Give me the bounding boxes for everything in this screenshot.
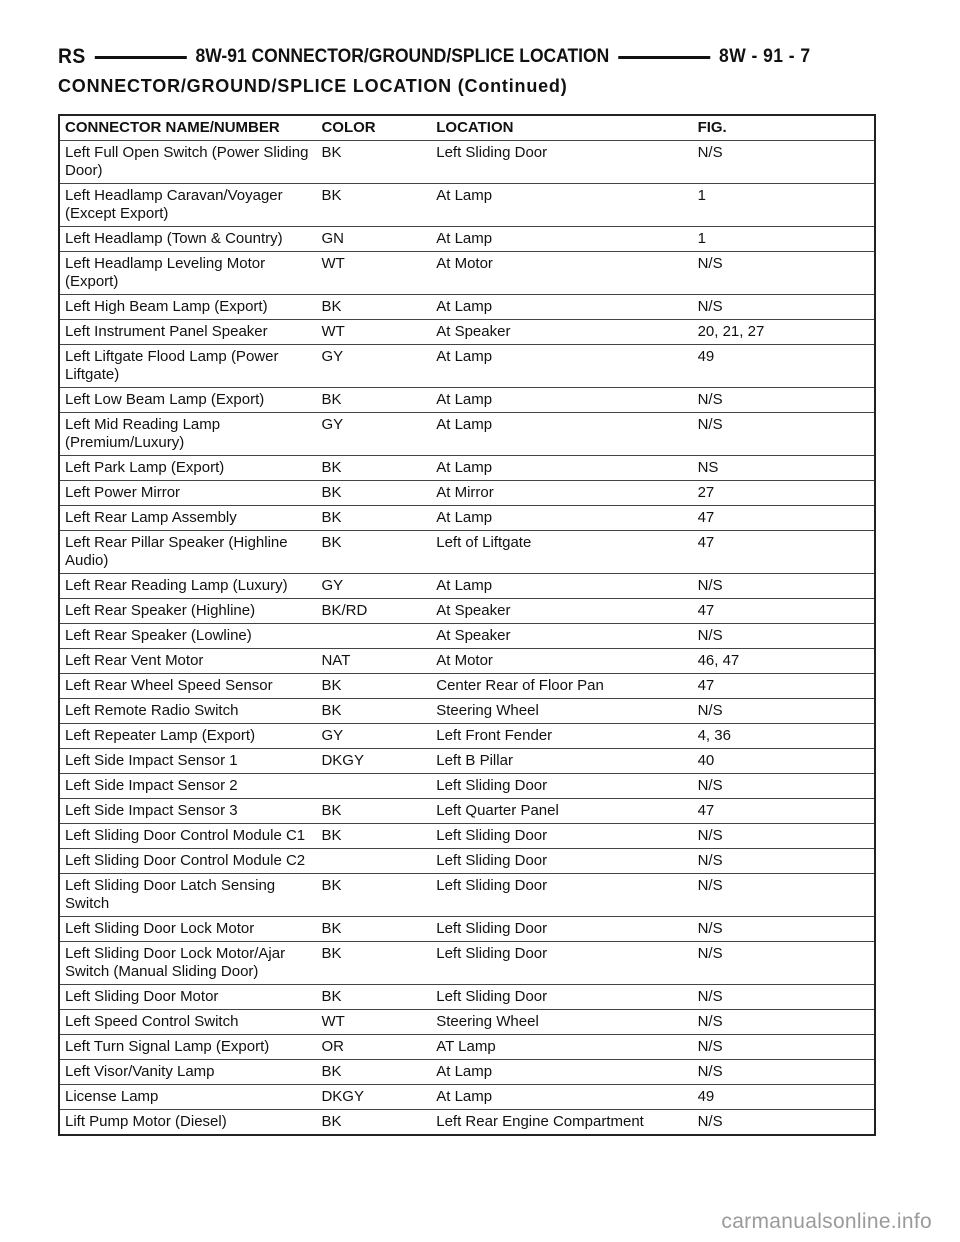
cell-fig: N/S <box>693 849 875 874</box>
section-title: CONNECTOR/GROUND/SPLICE LOCATION (Continued) <box>58 76 568 96</box>
cell-location: At Lamp <box>431 1060 692 1085</box>
cell-connector-name: Left Side Impact Sensor 1 <box>59 749 316 774</box>
cell-location: At Motor <box>431 252 692 295</box>
table-row <box>59 531 875 574</box>
cell-fig: N/S <box>693 942 875 985</box>
cell-color: GY <box>316 345 431 388</box>
page-header <box>58 44 811 70</box>
cell-fig: 40 <box>693 749 875 774</box>
cell-location: AT Lamp <box>431 1035 692 1060</box>
cell-color: BK <box>316 799 431 824</box>
cell-fig: 27 <box>693 481 875 506</box>
cell-color: BK <box>316 699 431 724</box>
cell-fig: N/S <box>693 824 875 849</box>
cell-connector-name: Left Visor/Vanity Lamp <box>59 1060 316 1085</box>
cell-location: Left Sliding Door <box>431 985 692 1010</box>
cell-color: DKGY <box>316 1085 431 1110</box>
table-row <box>59 917 875 942</box>
cell-location: At Lamp <box>431 345 692 388</box>
cell-color: BK <box>316 942 431 985</box>
cell-connector-name: Left Sliding Door Latch Sensing Switch <box>59 874 316 917</box>
cell-connector-name: Left Headlamp (Town & Country) <box>59 227 316 252</box>
table-row <box>59 1110 875 1136</box>
cell-connector-name: Left Side Impact Sensor 3 <box>59 799 316 824</box>
cell-fig: N/S <box>693 1010 875 1035</box>
table-row <box>59 724 875 749</box>
table-row <box>59 1035 875 1060</box>
cell-fig: 1 <box>693 184 875 227</box>
cell-location: Left Sliding Door <box>431 774 692 799</box>
cell-connector-name: Left Power Mirror <box>59 481 316 506</box>
cell-color: BK <box>316 917 431 942</box>
cell-connector-name: Left Full Open Switch (Power Sliding Door) <box>59 141 316 184</box>
table-row <box>59 1085 875 1110</box>
cell-fig: N/S <box>693 388 875 413</box>
table-row <box>59 849 875 874</box>
cell-fig: N/S <box>693 413 875 456</box>
cell-connector-name: Left Headlamp Leveling Motor (Export) <box>59 252 316 295</box>
cell-fig: N/S <box>693 574 875 599</box>
cell-color: NAT <box>316 649 431 674</box>
table-row <box>59 506 875 531</box>
cell-color: BK <box>316 141 431 184</box>
cell-color: GN <box>316 227 431 252</box>
cell-fig: N/S <box>693 141 875 184</box>
cell-connector-name: Left Side Impact Sensor 2 <box>59 774 316 799</box>
cell-location: Left Front Fender <box>431 724 692 749</box>
cell-fig: 47 <box>693 674 875 699</box>
cell-color <box>316 624 431 649</box>
table-body <box>59 141 875 1136</box>
cell-color: GY <box>316 413 431 456</box>
cell-location: At Motor <box>431 649 692 674</box>
table-row <box>59 574 875 599</box>
cell-fig: N/S <box>693 295 875 320</box>
cell-location: At Lamp <box>431 456 692 481</box>
cell-color: BK <box>316 388 431 413</box>
cell-connector-name: Left Mid Reading Lamp (Premium/Luxury) <box>59 413 316 456</box>
cell-connector-name: Left Low Beam Lamp (Export) <box>59 388 316 413</box>
table-row <box>59 295 875 320</box>
cell-location: At Lamp <box>431 295 692 320</box>
table-row <box>59 599 875 624</box>
cell-connector-name: Left Headlamp Caravan/Voyager (Except Export) <box>59 184 316 227</box>
table-row <box>59 320 875 345</box>
cell-color: BK <box>316 674 431 699</box>
cell-location: At Lamp <box>431 1085 692 1110</box>
cell-location: At Lamp <box>431 506 692 531</box>
cell-color: BK <box>316 506 431 531</box>
cell-connector-name: Left Repeater Lamp (Export) <box>59 724 316 749</box>
cell-location: At Speaker <box>431 624 692 649</box>
table-row <box>59 824 875 849</box>
cell-color: BK <box>316 184 431 227</box>
cell-color: BK <box>316 531 431 574</box>
table-row <box>59 1060 875 1085</box>
table-row <box>59 985 875 1010</box>
cell-location: Center Rear of Floor Pan <box>431 674 692 699</box>
table-row <box>59 252 875 295</box>
table-row <box>59 624 875 649</box>
table-header-row <box>59 115 875 141</box>
cell-connector-name: Left Rear Wheel Speed Sensor <box>59 674 316 699</box>
cell-fig: N/S <box>693 252 875 295</box>
cell-fig: N/S <box>697 1113 723 1130</box>
table-row <box>59 774 875 799</box>
cell-color <box>316 774 431 799</box>
cell-location: Left B Pillar <box>431 749 692 774</box>
cell-location: Left Sliding Door <box>431 824 692 849</box>
cell-connector-name: Left Rear Vent Motor <box>59 649 316 674</box>
cell-location: At Speaker <box>431 599 692 624</box>
table-row <box>59 799 875 824</box>
cell-location: Left of Liftgate <box>431 531 692 574</box>
cell-fig: 47 <box>693 506 875 531</box>
table-row <box>59 413 875 456</box>
cell-location: Left Sliding Door <box>431 849 692 874</box>
cell-fig: N/S <box>693 1035 875 1060</box>
cell-color: BK <box>316 874 431 917</box>
cell-connector-name: Left Sliding Door Control Module C1 <box>59 824 316 849</box>
cell-location: At Mirror <box>431 481 692 506</box>
table-row <box>59 345 875 388</box>
cell-connector-name: Left Liftgate Flood Lamp (Power Liftgate) <box>59 345 316 388</box>
cell-color: GY <box>316 724 431 749</box>
header-section-title: 8W-91 CONNECTOR/GROUND/SPLICE LOCATION <box>195 46 610 67</box>
table-row <box>59 649 875 674</box>
cell-color: BK <box>316 295 431 320</box>
cell-color: BK <box>316 824 431 849</box>
table-row <box>59 481 875 506</box>
table-row <box>59 388 875 413</box>
cell-fig: 1 <box>693 227 875 252</box>
cell-connector-name: Left Sliding Door Control Module C2 <box>59 849 316 874</box>
cell-connector-name: Left Instrument Panel Speaker <box>59 320 316 345</box>
header-rule-right <box>618 56 709 59</box>
cell-color: BK <box>316 1060 431 1085</box>
cell-connector-name: Left Turn Signal Lamp (Export) <box>59 1035 316 1060</box>
header-rule-left <box>95 56 186 59</box>
cell-connector-name: Left Park Lamp (Export) <box>59 456 316 481</box>
header-page-number: 8W - 91 - 7 <box>719 46 811 67</box>
cell-location: Left Sliding Door <box>431 141 692 184</box>
cell-fig: N/S <box>693 1060 875 1085</box>
cell-fig: N/S <box>693 624 875 649</box>
cell-fig: N/S <box>693 985 875 1010</box>
cell-location: Left Sliding Door <box>431 874 692 917</box>
cell-fig: N/S <box>693 774 875 799</box>
cell-fig: 20, 21, 27 <box>693 320 875 345</box>
connector-table <box>58 114 876 1136</box>
cell-location: Steering Wheel <box>431 1010 692 1035</box>
cell-color <box>316 849 431 874</box>
cell-color: BK/RD <box>316 599 431 624</box>
cell-color: WT <box>316 320 431 345</box>
cell-fig: N/S <box>693 917 875 942</box>
table-row <box>59 674 875 699</box>
cell-connector-name: Lift Pump Motor (Diesel) <box>65 1113 227 1130</box>
cell-location: Left Rear Engine Compartment <box>436 1113 644 1130</box>
cell-location: Left Sliding Door <box>431 917 692 942</box>
cell-connector-name: Left Remote Radio Switch <box>59 699 316 724</box>
cell-connector-name: Left Rear Reading Lamp (Luxury) <box>59 574 316 599</box>
cell-color: GY <box>316 574 431 599</box>
watermark: carmanualsonline.info <box>721 1210 932 1233</box>
column-header-fig: FIG. <box>693 115 875 141</box>
cell-connector-name: Left High Beam Lamp (Export) <box>59 295 316 320</box>
cell-connector-name: Left Speed Control Switch <box>59 1010 316 1035</box>
cell-connector-name: Left Rear Lamp Assembly <box>59 506 316 531</box>
cell-location: Steering Wheel <box>431 699 692 724</box>
header-left-code: RS <box>58 45 86 68</box>
cell-connector-name: Left Rear Speaker (Lowline) <box>59 624 316 649</box>
cell-color: BK <box>316 985 431 1010</box>
cell-fig: 47 <box>693 799 875 824</box>
cell-connector-name: License Lamp <box>59 1085 316 1110</box>
cell-location: At Lamp <box>431 184 692 227</box>
column-header-connector: CONNECTOR NAME/NUMBER <box>59 115 316 141</box>
cell-location: At Lamp <box>431 388 692 413</box>
cell-fig: 49 <box>693 345 875 388</box>
cell-color: BK <box>316 456 431 481</box>
table-row <box>59 749 875 774</box>
cell-color: OR <box>316 1035 431 1060</box>
table-row <box>59 1010 875 1035</box>
cell-fig: NS <box>693 456 875 481</box>
cell-location: At Lamp <box>431 574 692 599</box>
cell-connector-name: Left Sliding Door Lock Motor <box>59 917 316 942</box>
cell-location: Left Sliding Door <box>431 942 692 985</box>
cell-connector-name: Left Sliding Door Lock Motor/Ajar Switch (Manual Sliding Door) <box>59 942 316 985</box>
table-row <box>59 184 875 227</box>
cell-fig: 46, 47 <box>693 649 875 674</box>
cell-color: DKGY <box>316 749 431 774</box>
cell-fig: 47 <box>693 599 875 624</box>
cell-location: At Speaker <box>431 320 692 345</box>
column-header-location: LOCATION <box>431 115 692 141</box>
cell-location: At Lamp <box>431 227 692 252</box>
table-row <box>59 874 875 917</box>
table-row <box>59 227 875 252</box>
table-row <box>59 456 875 481</box>
cell-fig: N/S <box>693 874 875 917</box>
cell-fig: N/S <box>693 699 875 724</box>
cell-connector-name: Left Rear Pillar Speaker (Highline Audio) <box>59 531 316 574</box>
cell-color: WT <box>316 1010 431 1035</box>
cell-fig: 47 <box>693 531 875 574</box>
cell-fig: 49 <box>693 1085 875 1110</box>
cell-color: WT <box>316 252 431 295</box>
cell-fig: 4, 36 <box>693 724 875 749</box>
cell-connector-name: Left Rear Speaker (Highline) <box>59 599 316 624</box>
cell-color: BK <box>321 1113 342 1130</box>
table-row <box>59 942 875 985</box>
table-row <box>59 141 875 184</box>
cell-location: Left Quarter Panel <box>431 799 692 824</box>
cell-location: At Lamp <box>431 413 692 456</box>
cell-color: BK <box>316 481 431 506</box>
cell-connector-name: Left Sliding Door Motor <box>59 985 316 1010</box>
table-row <box>59 699 875 724</box>
column-header-color: COLOR <box>316 115 431 141</box>
